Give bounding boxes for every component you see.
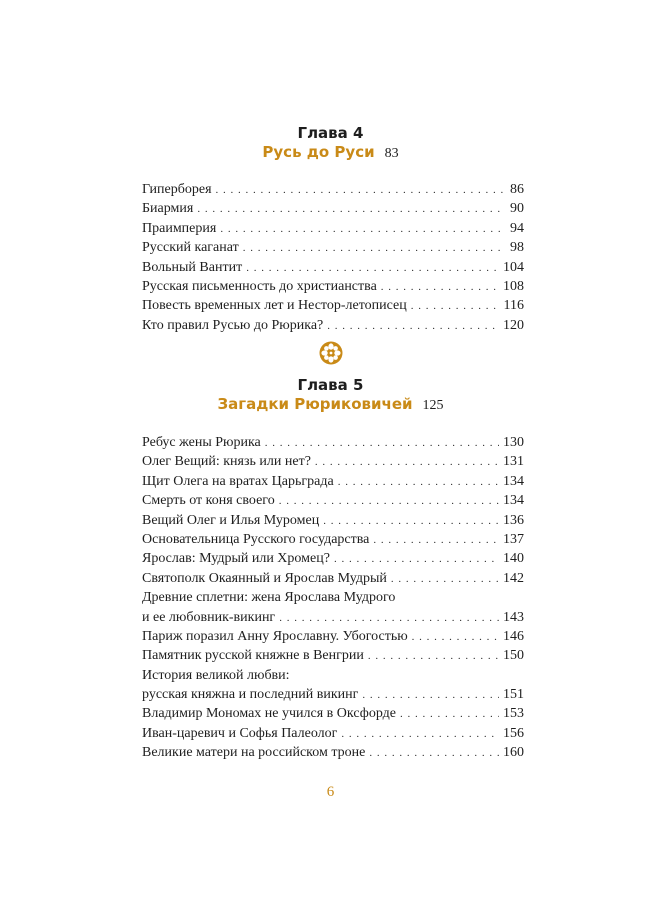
toc-entry-page: 143 (503, 609, 524, 625)
toc-entry-title: Русская письменность до христианства (142, 278, 377, 294)
chapter-5-toc (142, 433, 524, 763)
toc-entry-page: 156 (503, 725, 524, 741)
toc-entry[interactable] (142, 549, 524, 568)
toc-entry-page: 90 (510, 201, 524, 217)
page-number: 6 (326, 784, 335, 800)
toc-entry-page: 108 (503, 278, 524, 294)
toc-entry[interactable] (142, 219, 524, 238)
toc-entry-title: Владимир Мономах не учился в Оксфорде (142, 706, 396, 722)
toc-entry-page: 94 (510, 220, 524, 236)
toc-entry-page: 116 (503, 298, 524, 314)
chapter-4-title (0, 143, 661, 162)
chapter-4-label: Глава 4 (297, 124, 364, 142)
toc-entry-page: 98 (510, 240, 524, 256)
toc-entry-page: 150 (503, 648, 524, 664)
toc-entry-page: 151 (503, 687, 524, 703)
toc-entry[interactable] (142, 608, 524, 627)
chapter-4-toc (142, 180, 524, 335)
toc-entry-title: Кто правил Русью до Рюрика? (142, 317, 324, 333)
leader-dots (323, 512, 499, 531)
toc-entry-page: 153 (503, 706, 524, 722)
toc-entry-page: 131 (503, 454, 524, 470)
leader-dots (373, 531, 499, 550)
toc-entry-title: Вольный Вантит (142, 259, 243, 275)
toc-entry-first-line[interactable] (142, 666, 524, 685)
toc-entry[interactable] (142, 258, 524, 277)
toc-entry-page: 130 (503, 435, 524, 450)
toc-entry-title: Русский каганат (142, 240, 239, 256)
toc-entry[interactable] (142, 238, 524, 257)
leader-dots (338, 473, 499, 492)
toc-entry-title: Париж поразил Анну Ярославну. Убогостью (142, 628, 408, 644)
leader-dots (279, 609, 499, 628)
leader-dots (334, 550, 499, 569)
toc-entry-page: 120 (503, 317, 524, 333)
leader-dots (368, 647, 499, 666)
toc-entry-title: Основательница Русского государства (142, 531, 370, 547)
toc-entry[interactable] (142, 530, 524, 549)
toc-entry-first-line[interactable] (142, 588, 524, 607)
toc-entry-title: Иван-царевич и Софья Палеолог (142, 725, 338, 741)
toc-entry-page: 134 (503, 493, 524, 509)
toc-entry-page: 160 (503, 745, 524, 761)
chapter-5-label: Глава 5 (297, 376, 364, 394)
toc-entry-page: 134 (503, 473, 524, 489)
toc-entry-title: Гиперборея (142, 182, 212, 197)
toc-entry-page: 86 (510, 182, 524, 197)
chapter-5-page: 125 (422, 398, 444, 413)
leader-dots (400, 705, 499, 724)
toc-entry[interactable] (142, 491, 524, 510)
leader-dots (341, 725, 499, 744)
toc-entry-title: Великие матери на российском троне (142, 745, 366, 761)
toc-entry-title-continued: русская княжна и последний викинг (142, 687, 359, 703)
toc-entry-page: 140 (503, 551, 524, 567)
leader-dots (243, 239, 504, 258)
toc-entry[interactable] (142, 433, 524, 452)
toc-entry[interactable] (142, 743, 524, 762)
leader-dots (265, 434, 499, 453)
leader-dots (369, 744, 499, 763)
toc-entry-title: Щит Олега на вратах Царьграда (142, 473, 334, 489)
toc-entry-page: 104 (503, 259, 524, 275)
leader-dots (246, 259, 499, 278)
leader-dots (411, 297, 500, 316)
toc-entry-title: Святополк Окаянный и Ярослав Мудрый (142, 570, 387, 586)
toc-entry[interactable] (142, 452, 524, 471)
chapter-5-title-text: Загадки Рюриковичей (217, 395, 413, 413)
toc-entry-title: Повесть временных лет и Нестор-летописец (142, 298, 407, 314)
leader-dots (327, 317, 499, 336)
toc-entry-title: Биармия (142, 201, 194, 217)
toc-entry-title-continued: и ее любовник-викинг (142, 609, 276, 625)
toc-entry[interactable] (142, 180, 524, 199)
toc-entry-title: Ярослав: Мудрый или Хромец? (142, 551, 330, 567)
leader-dots (315, 453, 499, 472)
toc-entry[interactable] (142, 627, 524, 646)
toc-entry-title: Олег Вещий: князь или нет? (142, 454, 311, 470)
toc-entry[interactable] (142, 199, 524, 218)
leader-dots (279, 492, 499, 511)
leader-dots (197, 200, 504, 219)
chapter-5-title (0, 395, 661, 414)
leader-dots (362, 686, 499, 705)
toc-entry[interactable] (142, 724, 524, 743)
toc-entry-title: Вещий Олег и Илья Муромец (142, 512, 320, 528)
toc-entry[interactable] (142, 569, 524, 588)
toc-entry-title: Смерть от коня своего (142, 493, 275, 509)
leader-dots (391, 570, 499, 589)
toc-entry[interactable] (142, 316, 524, 335)
leader-dots (216, 181, 504, 200)
toc-entry[interactable] (142, 472, 524, 491)
toc-entry[interactable] (142, 646, 524, 665)
toc-entry-title: История великой любви: (142, 667, 290, 683)
leader-dots (381, 278, 499, 297)
toc-entry-page: 142 (503, 570, 524, 586)
toc-entry-page: 137 (503, 531, 524, 547)
toc-entry-title: Праимперия (142, 220, 217, 236)
toc-entry-page: 136 (503, 512, 524, 528)
toc-entry[interactable] (142, 704, 524, 723)
chapter-4-title-text: Русь до Руси (262, 143, 375, 161)
toc-entry-title: Древние сплетни: жена Ярослава Мудрого (142, 590, 396, 606)
toc-entry[interactable] (142, 685, 524, 704)
toc-entry[interactable] (142, 511, 524, 530)
chapter-4-page: 83 (384, 146, 399, 161)
flower-ornament-icon (319, 341, 343, 365)
toc-entry-page: 146 (503, 628, 524, 644)
leader-dots (412, 628, 499, 647)
toc-entry-title: Памятник русской княжне в Венгрии (142, 648, 364, 664)
toc-entry-title: Ребус жены Рюрика (142, 435, 261, 450)
leader-dots (220, 220, 504, 239)
toc-entry[interactable] (142, 277, 524, 296)
toc-entry[interactable] (142, 296, 524, 315)
